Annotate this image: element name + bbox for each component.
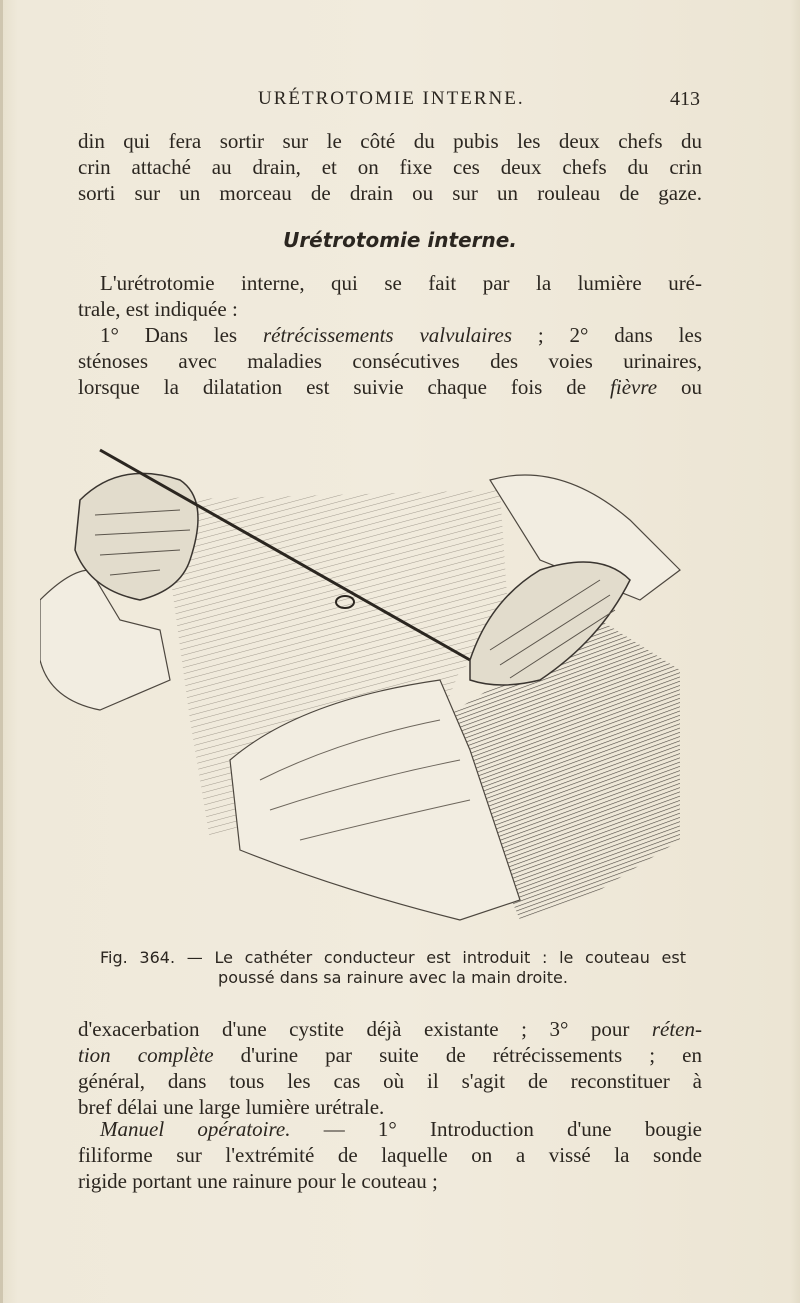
text-line [78,322,702,348]
text-line: sténoses avec maladies consécutives des voies urinaires, [78,349,702,373]
text-line: din qui fera sortir sur le côté du pubis les deux chefs du [78,129,702,153]
text-line [78,374,702,400]
text-line: crin attaché au drain, et on fixe ces deux chefs du crin [78,155,702,179]
text-line: trale, est indiquée : [78,297,238,321]
text-line: général, dans tous les cas où il s'agit de reconstituer à [78,1069,702,1093]
text-line: filiforme sur l'extrémité de laquelle on a vissé la sonde [78,1143,702,1167]
caption-line: Fig. 364. — Le cathéter conducteur est introduit : le couteau est [100,948,686,967]
paragraph-indications-continued [78,1016,702,1120]
italic-term: fièvre [610,375,658,399]
caption-line: poussé dans sa rainure avec la main droite. [218,968,568,987]
figure-caption [100,948,686,988]
section-heading: Urétrotomie interne. [283,228,517,252]
surgical-illustration [40,420,760,940]
text-span: ou [657,375,702,399]
text-span: d'exacerbation d'une cystite déjà existante ; 3° pour [78,1017,652,1041]
text-span: 1° Dans les [100,323,263,347]
text-span: ; 2° dans les [512,323,702,347]
italic-term: réten- [651,1017,702,1041]
paragraph-continuation [78,128,702,206]
text-line [78,1042,702,1068]
paragraph-indications [78,270,702,400]
page-header [78,88,700,118]
italic-term: Manuel opératoire. [100,1117,291,1141]
text-line: bref délai une large lumière urétrale. [78,1095,385,1119]
text-line [78,1116,702,1142]
italic-term: rétrécissements valvulaires [262,323,512,347]
page-number: 413 [670,88,700,110]
text-span: lorsque la dilatation est suivie chaque fois de [78,375,611,399]
paragraph-procedure [78,1116,702,1194]
running-title: URÉTROTOMIE INTERNE. [258,88,525,109]
text-line: L'urétrotomie interne, qui se fait par la lumière uré- [100,271,702,295]
text-span: — 1° Introduction d'une bougie [290,1117,702,1141]
text-line [78,1016,702,1042]
page-edge [0,0,3,1303]
text-line: rigide portant une rainure pour le couteau ; [78,1169,438,1193]
text-line: sorti sur un morceau de drain ou sur un rouleau de gaze. [78,181,702,205]
italic-term: tion complète [78,1043,214,1067]
text-span: d'urine par suite de rétrécissements ; en [213,1043,702,1067]
